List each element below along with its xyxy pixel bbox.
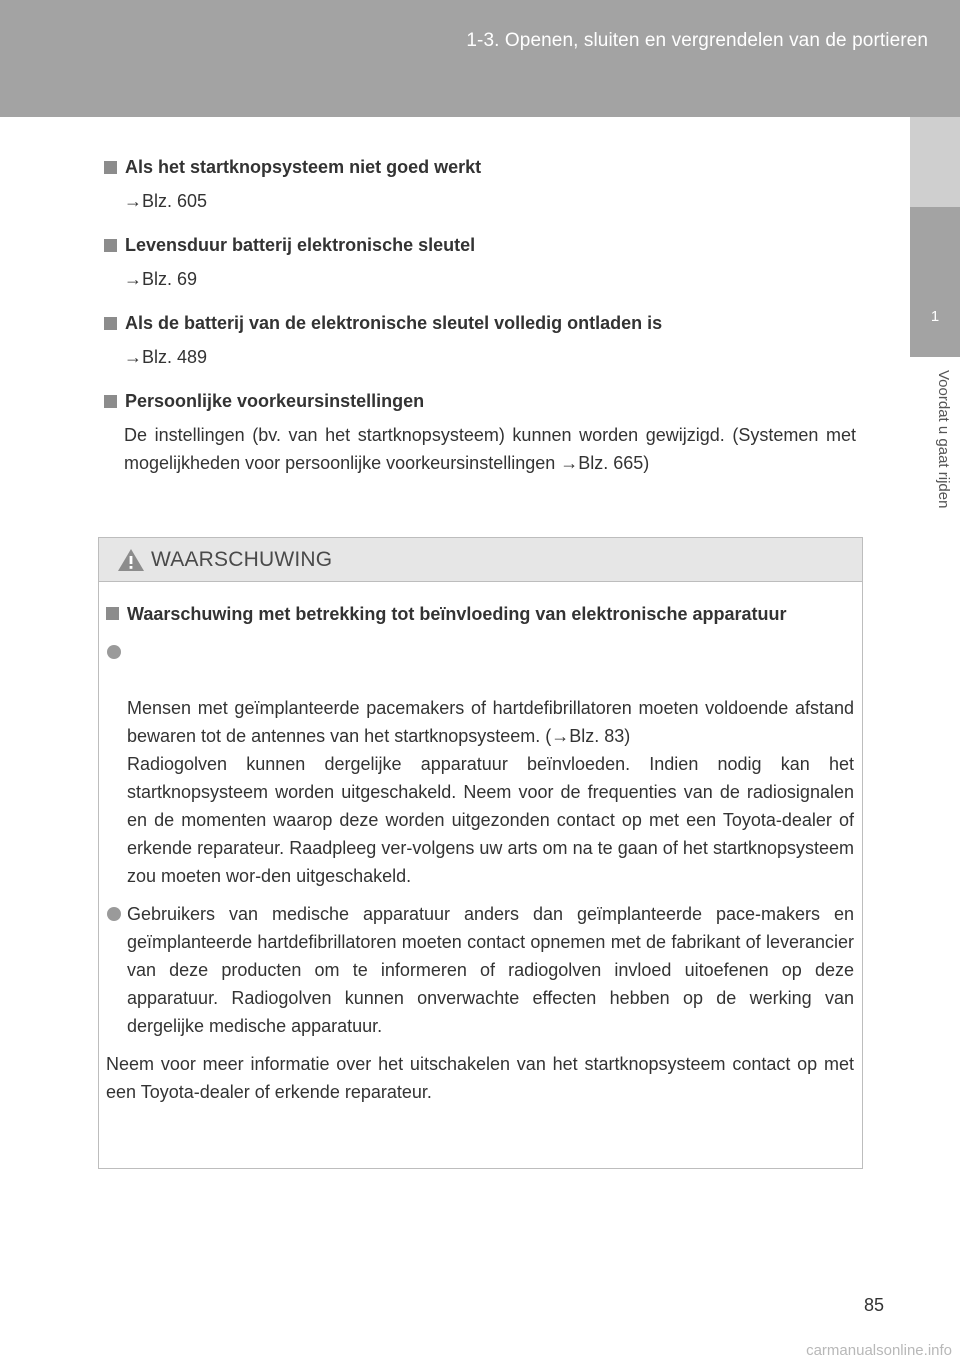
square-bullet-icon (104, 317, 117, 330)
chapter-title: 1-3. Openen, sluiten en vergrendelen van de portieren (466, 30, 928, 51)
section-body: →Blz. 489 (124, 347, 208, 367)
side-tab-label: Voordat u gaat rijden (935, 370, 952, 509)
page-header (0, 0, 960, 117)
side-tab-spacer (910, 117, 960, 207)
warning-bullet-text: Gebruikers van medische apparatuur anders dan geïmplanteerde pace-makers en geïmplanteerde hartdefibrillatoren moeten contact opnemen met de fabrikant of leverancier van deze producten om te informeren of radiogolven invloed uitoefenen op deze apparatuur. Radiogolven kunnen onverwachte effecten hebben op de werking van dergelijke medische apparatuur. (127, 904, 854, 1036)
square-bullet-icon (104, 395, 117, 408)
section-heading: Levensduur batterij elektronische sleutel (125, 235, 476, 255)
warning-title: WAARSCHUWING (151, 547, 333, 571)
section-startknop (104, 153, 856, 215)
circle-bullet-icon (107, 645, 121, 659)
square-bullet-icon (106, 607, 119, 620)
page-number: 85 (864, 1295, 885, 1315)
circle-bullet-icon (107, 907, 121, 921)
section-heading: Als de batterij van de elektronische sleutel volledig ontladen is (125, 313, 663, 333)
main-content (104, 153, 856, 493)
watermark: carmanualsonline.info (806, 1342, 952, 1359)
side-tab-number (910, 207, 960, 357)
square-bullet-icon (104, 161, 117, 174)
warning-bullet-text: Mensen met geïmplanteerde pacemakers of hartdefibrillatoren moeten voldoende afstand bewaren tot de antennes van het startknopsysteem. (→Blz. 83) Radiogolven kunnen dergelijke apparatuur beïnvloeden. Indien nodig kan het startknopsysteem worden uitgeschakeld. Neem voor de frequenties van de radiosignalen en de momenten waarop deze worden uitgezonden contact op met een Toyota-dealer of erkende reparateur. Raadpleeg ver-volgens uw arts om na te gaan of het startknopsysteem zou moeten wor-den uitgeschakeld. (127, 698, 854, 886)
warning-bullet (106, 638, 854, 890)
square-bullet-icon (104, 239, 117, 252)
section-heading: Persoonlijke voorkeursinstellingen (125, 391, 425, 411)
section-batterij (104, 231, 856, 293)
section-ontladen (104, 309, 856, 371)
warning-note: Neem voor meer informatie over het uitschakelen van het startknopsysteem contact op met een Toyota-dealer of erkende reparateur. (106, 1054, 854, 1102)
warning-heading-text: Waarschuwing met betrekking tot beïnvloeding van elektronische apparatuur (127, 604, 787, 624)
section-body: De instellingen (bv. van het startknopsysteem) kunnen worden gewijzigd. (Systemen met mogelijkheden voor persoonlijke voorkeursinstellingen →Blz. 665) (124, 425, 856, 473)
warning-triangle-icon (117, 548, 145, 572)
section-body: →Blz. 69 (124, 269, 198, 289)
warning-box (98, 537, 863, 1169)
section-voorkeur (104, 387, 856, 477)
side-tab-number-text: 1 (930, 308, 940, 325)
section-heading: Als het startknopsysteem niet goed werkt (125, 157, 482, 177)
warning-heading (106, 600, 854, 628)
warning-bullet (106, 900, 854, 1040)
section-body: →Blz. 605 (124, 191, 208, 211)
warning-body (99, 582, 862, 1106)
warning-header (99, 538, 862, 582)
